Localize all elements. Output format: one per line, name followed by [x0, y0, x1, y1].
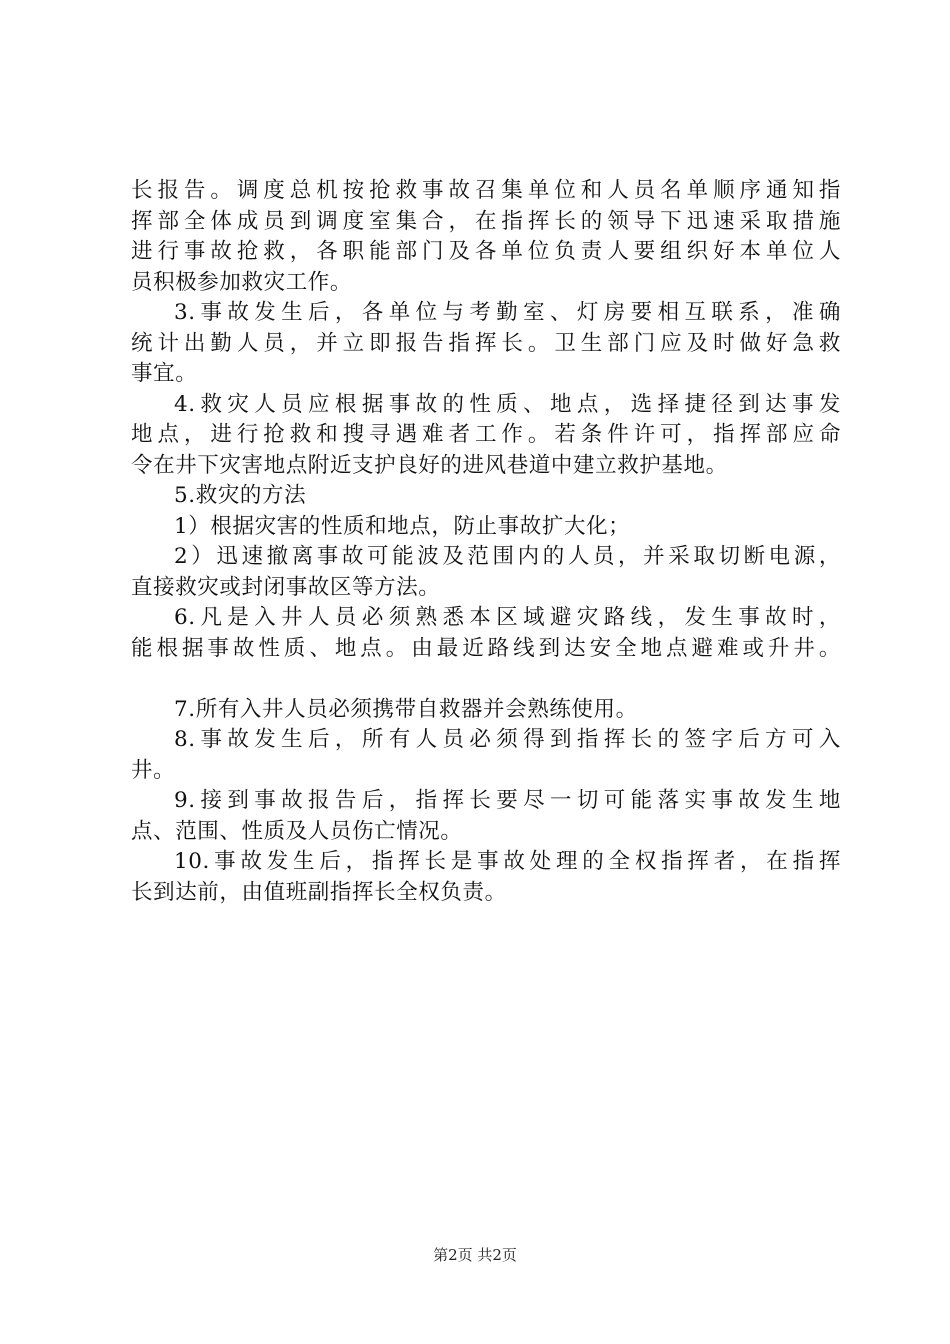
text-line: 统计出勤人员，并立即报告指挥长。卫生部门应及时做好急救: [131, 330, 841, 356]
text-line: 8.事故发生后，所有人员必须得到指挥长的签字后方可入: [174, 727, 841, 752]
text-line: 令在井下灾害地点附近支护良好的进风巷道中建立救护基地。: [131, 452, 728, 478]
page-number-footer: 第2页 共2页: [433, 1246, 517, 1264]
text-line: 地点，进行抢救和搜寻遇难者工作。若条件许可，指挥部应命: [131, 422, 841, 447]
document-body: [131, 176, 841, 908]
text-line: 进行事故抢救，各职能部门及各单位负责人要组织好本单位人: [131, 239, 841, 264]
text-line: 7.所有入井人员必须携带自救器并会熟练使用。: [174, 696, 638, 722]
text-line: 事宜。: [131, 361, 198, 386]
text-line: 10.事故发生后，指挥长是事故处理的全权指挥者，在指挥: [174, 849, 841, 874]
text-line: 6.凡是入井人员必须熟悉本区域避灾路线，发生事故时，: [174, 605, 841, 630]
text-line: 1）根据灾害的性质和地点，防止事故扩大化；: [174, 513, 631, 539]
text-line: 3.事故发生后，各单位与考勤室、灯房要相互联系，准确: [174, 300, 841, 325]
text-line: 直接救灾或封闭事故区等方法。: [131, 574, 441, 600]
text-line: 长报告。调度总机按抢救事故召集单位和人员名单顺序通知指: [131, 178, 841, 203]
text-line: 点、范围、性质及人员伤亡情况。: [131, 818, 463, 844]
text-line: 能根据事故性质、地点。由最近路线到达安全地点避难或升井。: [131, 635, 841, 661]
section-heading: 5.救灾的方法: [174, 483, 307, 508]
text-line: 员积极参加救灾工作。: [131, 269, 353, 295]
text-line: 4.救灾人员应根据事故的性质、地点，选择捷径到达事发: [174, 391, 841, 417]
blank-line: [131, 664, 841, 695]
text-line: 长到达前，由值班副指挥长全权负责。: [131, 879, 507, 905]
text-line: 挥部全体成员到调度室集合，在指挥长的领导下迅速采取措施: [131, 208, 841, 234]
text-line: 2）迅速撤离事故可能波及范围内的人员，并采取切断电源，: [174, 544, 841, 569]
text-line: 井。: [131, 757, 176, 783]
text-line: 9.接到事故报告后，指挥长要尽一切可能落实事故发生地: [174, 788, 841, 813]
